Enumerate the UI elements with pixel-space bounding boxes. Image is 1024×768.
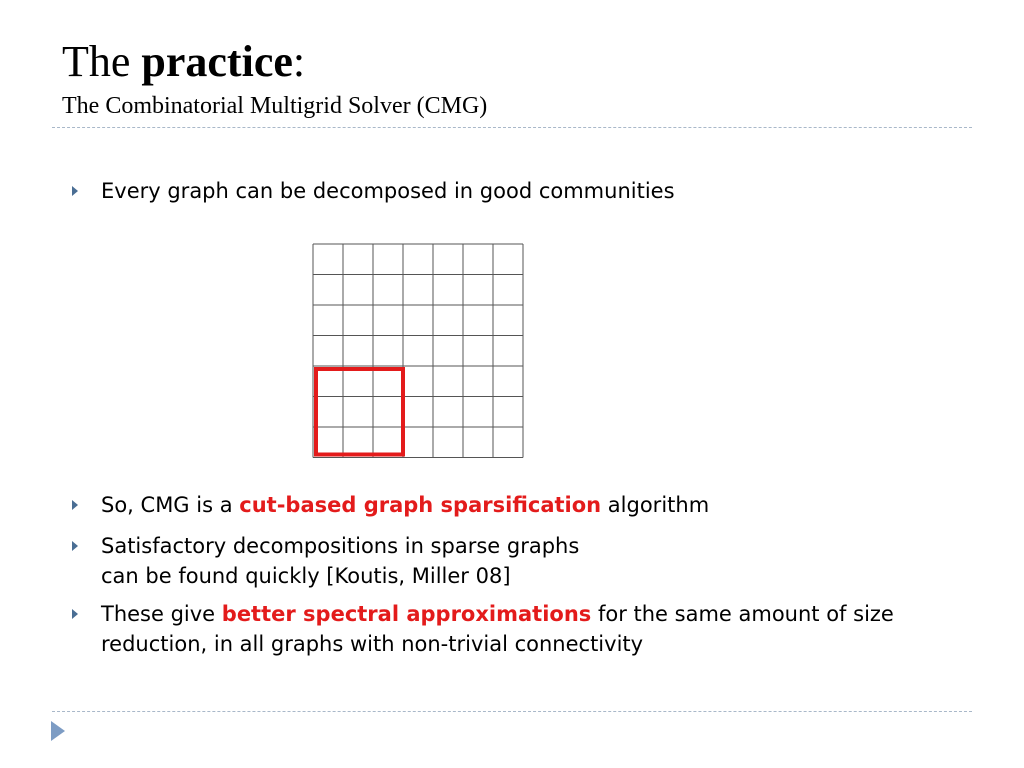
bullet-text: Every graph can be decomposed in good communities [101,179,675,203]
title-emphasis: practice [141,37,293,86]
bullet-text-after: algorithm [601,493,710,517]
bullet-text-after: for the same amount of size reduction, in all graphs with non-trivial connectivity [101,602,894,656]
bullet-arrow-icon [72,541,78,551]
bullet-line-2: can be found quickly [Koutis, Miller 08] [101,564,511,588]
bullet-highlight: cut-based graph sparsification [239,493,602,517]
grid-graph-figure [312,242,526,458]
slide-subtitle: The Combinatorial Multigrid Solver (CMG) [62,93,488,119]
slide-title [62,38,305,86]
next-slide-arrow-icon[interactable] [51,721,65,741]
title-suffix: : [292,37,306,86]
bullet-line-1: Satisfactory decompositions in sparse graphs [101,534,580,558]
bullet-item-1 [101,176,961,206]
bullet-item-2 [101,490,961,520]
footer-divider [52,711,972,712]
bullet-arrow-icon [72,609,78,619]
bullet-item-3 [101,531,961,591]
community-highlight-box [316,369,403,455]
bullet-text-before: So, CMG is a [101,493,240,517]
bullet-item-4 [101,599,961,659]
bullet-arrow-icon [72,500,78,510]
bullet-text-before: These give [101,602,222,626]
bullet-highlight: better spectral approximations [221,602,592,626]
bullet-arrow-icon [72,186,78,196]
title-prefix: The [62,37,142,86]
title-divider [52,127,972,128]
